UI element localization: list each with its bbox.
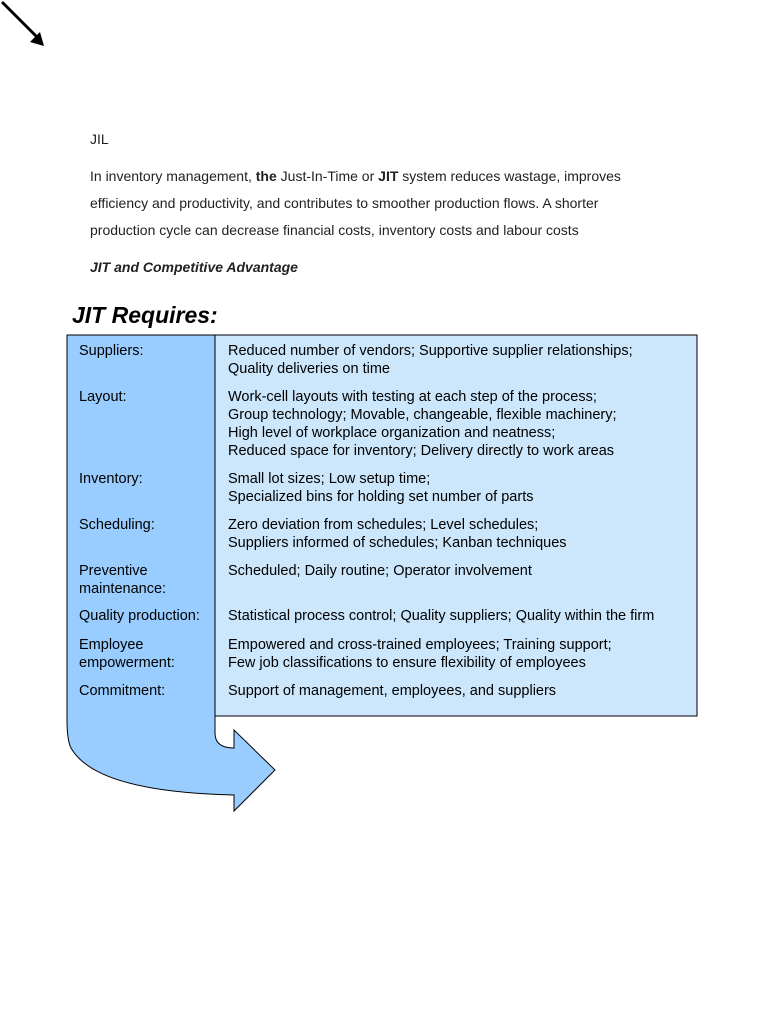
text-line: Work-cell layouts with testing at each step of the process;	[228, 389, 597, 405]
text-layout	[228, 388, 693, 460]
paragraph-bold-jit: JIT	[378, 168, 399, 184]
text-line: Zero deviation from schedules; Level schedules;	[228, 517, 539, 533]
paragraph-line-3: production cycle can decrease financial costs, inventory costs and labour costs	[90, 222, 579, 238]
paragraph-text: Just-In-Time or	[276, 168, 379, 184]
text-commitment	[228, 682, 693, 700]
text-line: Group technology; Movable, changeable, flexible machinery;	[228, 407, 617, 423]
text-line: Support of management, employees, and suppliers	[228, 683, 557, 699]
label-suppliers: Suppliers:	[79, 343, 144, 359]
text-line: Empowered and cross-trained employees; Training support;	[228, 637, 612, 653]
paragraph-text: system reduces wastage, improves	[398, 168, 621, 184]
text-employee-empowerment	[228, 636, 693, 672]
jit-requires-title: JIT Requires:	[72, 302, 218, 328]
text-line: Suppliers informed of schedules; Kanban techniques	[228, 535, 567, 551]
document-subheading: JIT and Competitive Advantage	[90, 259, 298, 275]
text-scheduling	[228, 516, 693, 552]
text-line: Specialized bins for holding set number of parts	[228, 489, 534, 505]
label-preventive-maintenance: Preventive maintenance:	[79, 563, 167, 597]
text-line: Statistical process control; Quality suppliers; Quality within the firm	[228, 608, 655, 624]
text-line: Quality deliveries on time	[228, 361, 390, 377]
paragraph-bold-the: the	[255, 168, 277, 184]
label-inventory: Inventory:	[79, 471, 143, 487]
label-layout: Layout:	[79, 389, 127, 405]
text-preventive-maintenance	[228, 562, 693, 580]
text-line: High level of workplace organization and neatness;	[228, 425, 556, 441]
paragraph-text: In inventory management,	[90, 168, 256, 184]
label-scheduling: Scheduling:	[79, 517, 155, 533]
text-line: Small lot sizes; Low setup time;	[228, 471, 431, 487]
paragraph-line-2: efficiency and productivity, and contributes to smoother production flows. A shorter	[90, 195, 599, 211]
label-commitment: Commitment:	[79, 683, 166, 699]
label-employee-empowerment: Employee empowerment:	[79, 637, 175, 671]
document-heading: JIL	[90, 131, 109, 147]
text-line: Scheduled; Daily routine; Operator involvement	[228, 563, 532, 579]
text-quality-production	[228, 607, 693, 625]
text-suppliers	[228, 342, 693, 378]
text-inventory	[228, 470, 693, 506]
text-line: Reduced number of vendors; Supportive supplier relationships;	[228, 343, 633, 359]
text-line: Reduced space for inventory; Delivery directly to work areas	[228, 443, 615, 459]
text-line: Few job classifications to ensure flexibility of employees	[228, 655, 586, 671]
label-quality-production: Quality production:	[79, 608, 200, 624]
